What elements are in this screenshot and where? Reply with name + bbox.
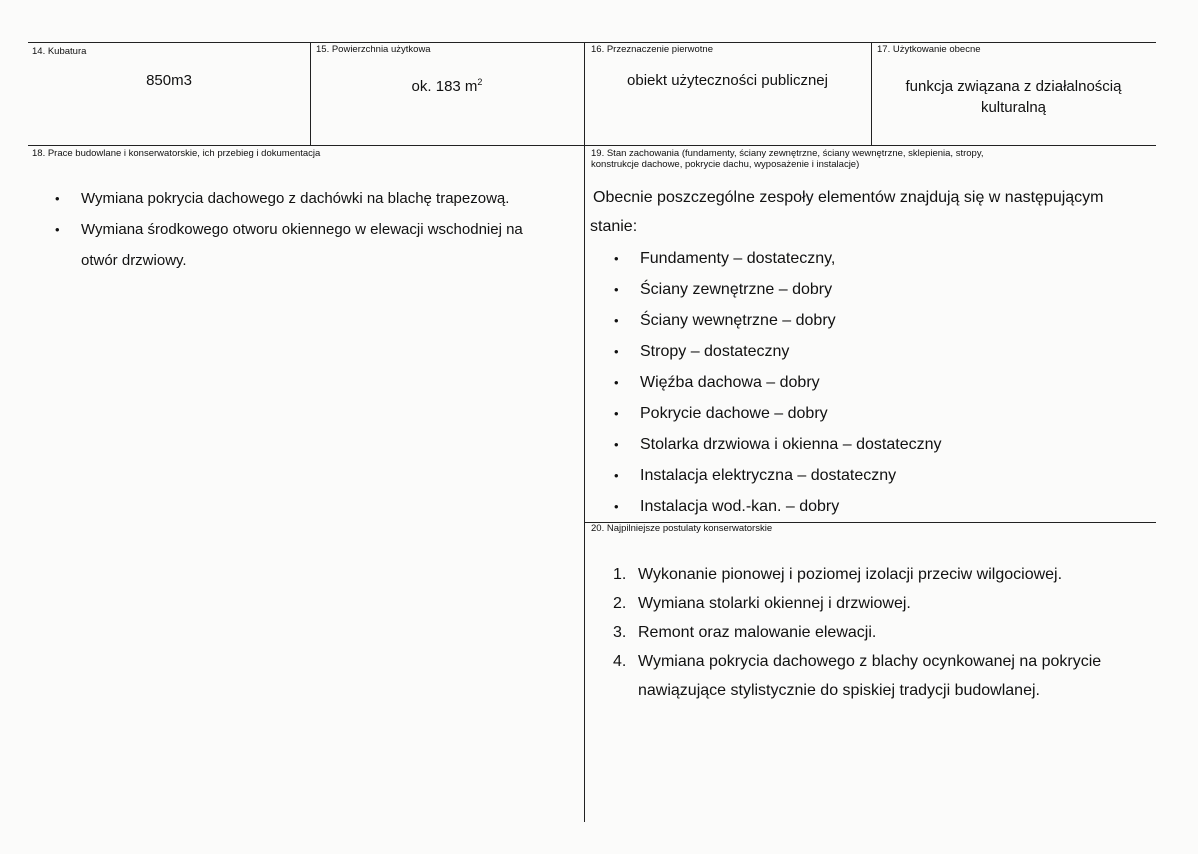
list-item: • Instalacja wod.-kan. – dobry: [614, 491, 1144, 522]
kubatura-value: 850m3: [146, 72, 192, 89]
list-item: • Wymiana środkowego otworu okiennego w elewacji wschodniej na otwór drzwiowy.: [55, 214, 575, 276]
uzytkowanie-line-2: kulturalną: [980, 99, 1047, 116]
przeznaczenie-value: obiekt użyteczności publicznej: [627, 72, 828, 89]
stan-label-line-2: konstrukcje dachowe, pokrycie dachu, wyposażenie i instalacje): [591, 159, 860, 170]
stan-intro: [590, 183, 1156, 241]
list-item: 2. Wymiana stolarki okiennej i drzwiowej.: [613, 595, 911, 612]
stan-intro-line-1: Obecnie poszczególne zespoły elementów znajdują się w następującym: [593, 189, 1104, 206]
list-item: • Ściany wewnętrzne – dobry: [614, 305, 1144, 336]
list-item: 3. Remont oraz malowanie elewacji.: [613, 624, 877, 641]
stan-list: [614, 243, 1144, 522]
prace-label: 18. Prace budowlane i konserwatorskie, ich przebieg i dokumentacja: [32, 148, 321, 159]
list-item: 1. Wykonanie pionowej i poziomej izolacji przeciw wilgociowej.: [613, 566, 1063, 583]
uzytkowanie-line-1: funkcja związana z działalnością: [905, 78, 1122, 95]
top-border: [28, 42, 1156, 43]
list-item: • Instalacja elektryczna – dostateczny: [614, 460, 1144, 491]
prace-list: [55, 183, 575, 276]
divider-center: [584, 42, 585, 822]
uzytkowanie-label: 17. Użytkowanie obecne: [877, 44, 981, 55]
stan-label: [591, 148, 984, 170]
list-item: • Więźba dachowa – dobry: [614, 367, 1144, 398]
list-item: • Wymiana pokrycia dachowego z dachówki na blachę trapezową.: [55, 183, 575, 214]
uzytkowanie-value: [871, 76, 1156, 118]
list-item: • Stropy – dostateczny: [614, 336, 1144, 367]
list-item: • Pokrycie dachowe – dobry: [614, 398, 1144, 429]
list-item: • Ściany zewnętrzne – dobry: [614, 274, 1144, 305]
powierzchnia-label: 15. Powierzchnia użytkowa: [316, 44, 431, 55]
kubatura-label: 14. Kubatura: [32, 46, 87, 57]
row-divider: [28, 145, 1156, 146]
stan-intro-line-2: stanie:: [590, 218, 638, 235]
list-item: • Stolarka drzwiowa i okienna – dostateczny: [614, 429, 1144, 460]
przeznaczenie-label: 16. Przeznaczenie pierwotne: [591, 44, 713, 55]
postulaty-label: 20. Najpilniejsze postulaty konserwatorskie: [591, 523, 773, 534]
superscript-2: 2: [477, 77, 483, 87]
stan-label-line-1: 19. Stan zachowania (fundamenty, ściany zewnętrzne, ściany wewnętrzne, sklepienia, stropy,: [591, 148, 984, 159]
list-item: 4. Wymiana pokrycia dachowego z blachy ocynkowanej na pokrycie nawiązujące stylistycznie do spiskiej tradycji budowlanej.: [613, 653, 1102, 699]
list-item: • Fundamenty – dostateczny,: [614, 243, 1144, 274]
powierzchnia-value: ok. 183 $m^2$: [411, 77, 483, 95]
postulaty-list: [613, 560, 1153, 705]
